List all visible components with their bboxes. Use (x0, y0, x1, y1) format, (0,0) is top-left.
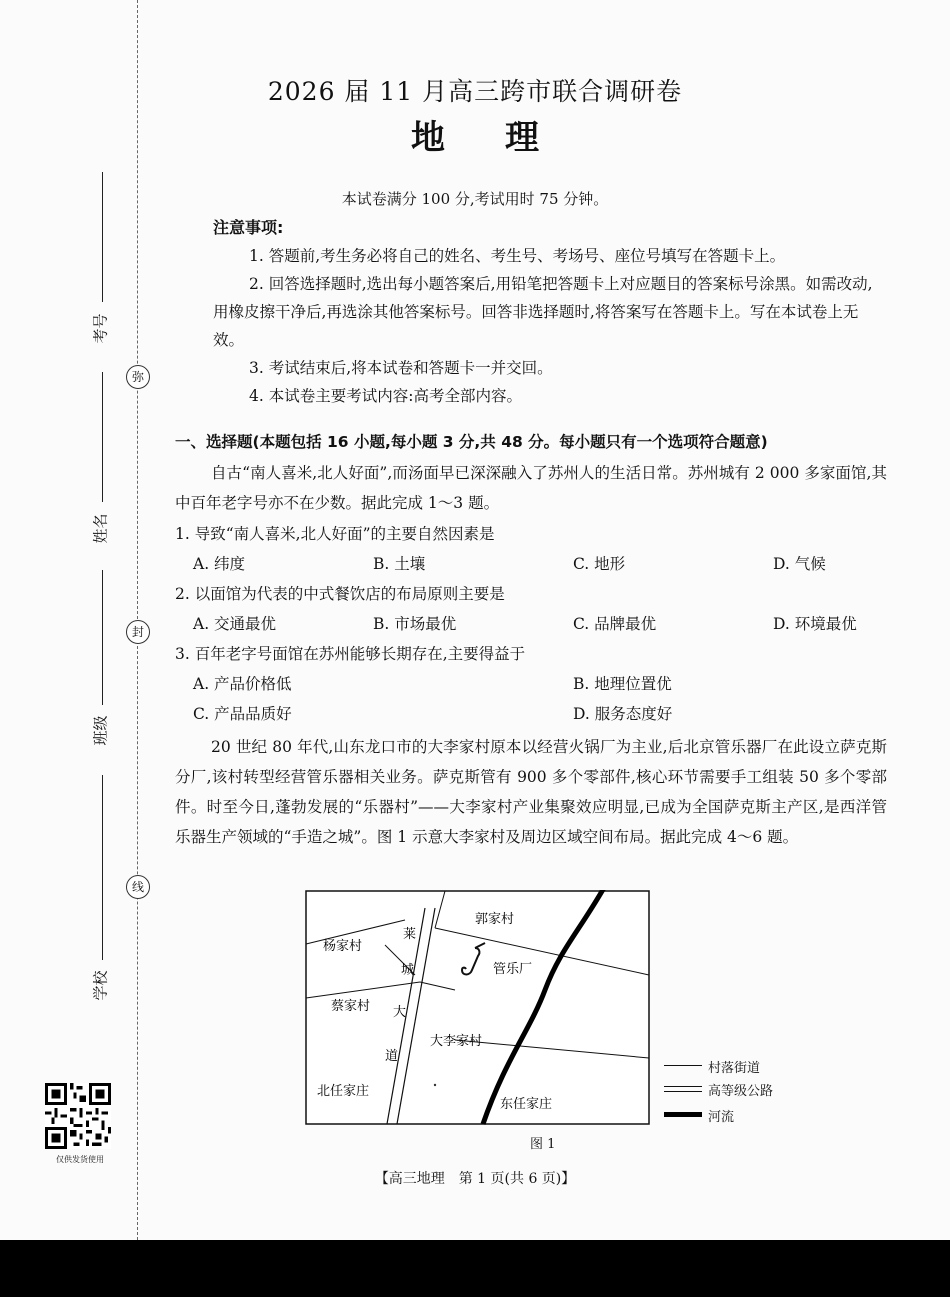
qr-caption: 仅供发货使用 (56, 1155, 104, 1164)
subject-title: 地理 (411, 118, 599, 158)
xingming-line (102, 372, 103, 502)
seal-xian: 线 (126, 875, 150, 899)
place-dongrenjia: 东任家庄 (500, 1096, 553, 1111)
banji-line (102, 570, 103, 705)
xuexiao-line (102, 775, 103, 960)
notice-item: 1. 答题前,考生务必将自己的姓名、考生号、考场号、座位号填写在答题卡上。 (249, 247, 786, 265)
road-char-cheng: 城 (401, 962, 415, 977)
q2-option-b: B. 市场最优 (373, 615, 457, 633)
q1-option-d: D. 气候 (773, 555, 826, 573)
place-yangjia: 杨家村 (323, 938, 363, 953)
full-score-text: 本试卷满分 100 分,考试用时 75 分钟。 (341, 190, 609, 208)
seal-mi: 弥 (126, 365, 150, 389)
label-xingming: 姓名 (91, 513, 110, 544)
place-guanyue: 管乐厂 (493, 961, 533, 976)
qr-code (45, 1083, 111, 1149)
scan-bottom-border (0, 1240, 950, 1297)
label-kaohao: 考号 (91, 313, 110, 344)
q2-option-d: D. 环境最优 (773, 615, 857, 633)
exam-title: 2026 届 11 月高三跨市联合调研卷 (267, 77, 683, 106)
place-beirenjia: 北任家庄 (317, 1083, 370, 1098)
place-guojia: 郭家村 (475, 911, 515, 926)
question-3-stem: 3. 百年老字号面馆在苏州能够长期存在,主要得益于 (175, 645, 526, 663)
section-heading: 一、选择题(本题包括 16 小题,每小题 3 分,共 48 分。每小题只有一个选项符合题意) (175, 433, 768, 451)
legend-street-label: 村落街道 (708, 1061, 761, 1076)
q1-option-b: B. 土壤 (373, 555, 426, 573)
map-speck (434, 1084, 436, 1086)
label-xuexiao: 学校 (91, 970, 110, 1001)
village-map (305, 890, 650, 1125)
q3-option-d: D. 服务态度好 (573, 705, 673, 723)
place-dalijia: 大李家村 (430, 1033, 483, 1048)
legend-highway-label: 高等级公路 (708, 1084, 774, 1099)
q2-option-c: C. 品牌最优 (573, 615, 657, 633)
q3-option-c: C. 产品品质好 (193, 705, 292, 723)
legend-street-symbol (664, 1065, 702, 1066)
intro-paragraph-1: 自古“南人喜米,北人好面”,而汤面早已深深融入了苏州人的生活日常。苏州城有 2 000 多家面馆,其中百年老字号亦不在少数。据此完成 1～3 题。 (175, 464, 887, 512)
question-1-stem: 1. 导致“南人喜米,北人好面”的主要自然因素是 (175, 525, 495, 543)
legend-river-label: 河流 (708, 1110, 735, 1125)
seal-feng: 封 (126, 620, 150, 644)
q1-option-a: A. 纬度 (193, 555, 246, 573)
notice-title: 注意事项: (213, 218, 284, 237)
q3-option-b: B. 地理位置优 (573, 675, 672, 693)
road-char-dao: 道 (385, 1048, 399, 1063)
q1-option-c: C. 地形 (573, 555, 626, 573)
place-caijia: 蔡家村 (331, 998, 371, 1013)
intro-paragraph-2: 20 世纪 80 年代,山东龙口市的大李家村原本以经营火锅厂为主业,后北京管乐器厂在此设立萨克斯分厂,该村转型经营管乐器相关业务。萨克斯管有 900 多个零部件,核心环节需要手工组装 50 多个零部件。时至今日,蓬勃发展的“乐器村”——大李家村产业集聚效应明显,已成为全国萨克斯主产区,是西洋管乐器生产领域的“手造之城”。图 1 示意大李家村及周边区域空间布局。据此完成 4～6 题。 (175, 738, 887, 846)
road-char-lai: 莱 (403, 926, 417, 941)
notice-item: 2. 回答选择题时,选出每小题答案后,用铅笔把答题卡上对应题目的答案标号涂黑。如需改动,用橡皮擦干净后,再选涂其他答案标号。回答非选择题时,将答案写在答题卡上。写在本试卷上无效。 (213, 275, 873, 349)
question-2-stem: 2. 以面馆为代表的中式餐饮店的布局原则主要是 (175, 585, 505, 603)
legend-highway-symbol (664, 1086, 702, 1092)
road-char-da: 大 (393, 1004, 407, 1019)
notice-item: 4. 本试卷主要考试内容:高考全部内容。 (249, 387, 522, 405)
notice-list (213, 242, 883, 410)
notice-item: 3. 考试结束后,将本试卷和答题卡一并交回。 (249, 359, 553, 377)
q2-option-a: A. 交通最优 (193, 615, 277, 633)
page-footer: 【高三地理 第 1 页(共 6 页)】 (374, 1171, 576, 1187)
label-banji: 班级 (91, 715, 110, 746)
figure-caption: 图 1 (530, 1137, 556, 1152)
legend-river-symbol (664, 1112, 702, 1117)
q3-option-a: A. 产品价格低 (193, 675, 292, 693)
